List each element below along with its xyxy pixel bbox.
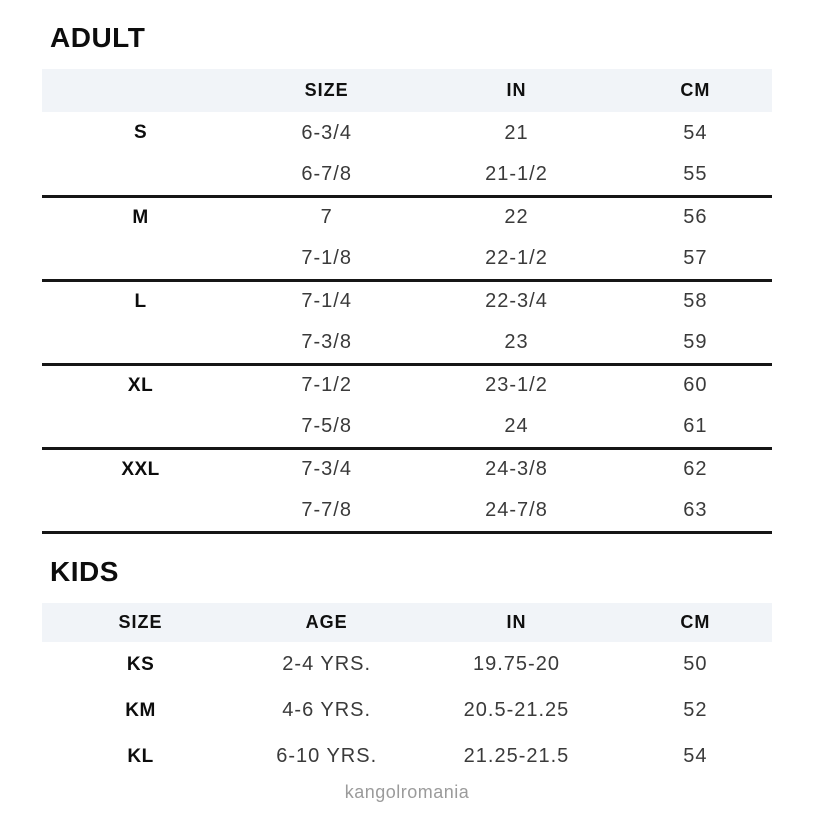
in-cell: 19.75-20 [472,653,560,675]
kids-size-label: KL [127,745,154,767]
watermark-text: kangolromania [344,781,470,802]
in-cell: 24-7/8 [414,490,618,532]
table-row [42,112,772,154]
size-group-label: M [132,206,149,228]
in-cell: 20.5-21.25 [463,699,570,721]
size-cell: 7-1/4 [301,290,352,313]
table-row [42,280,772,322]
adult-col-header-size: SIZE [304,80,349,100]
size-cell: 7-1/8 [239,238,414,280]
in-cell: 21 [504,121,529,144]
in-cell: 24 [414,406,618,448]
size-group-label: L [134,290,147,312]
size-cell: 7-5/8 [239,406,414,448]
cm-cell: 61 [619,406,772,448]
kids-col-header-size: SIZE [118,611,163,632]
cm-cell: 63 [619,490,772,532]
table-row [42,734,772,780]
adult-section-heading: ADULT [50,22,146,53]
kids-size-label: KS [126,653,155,675]
adult-col-header-cm: CM [680,80,711,100]
size-group-label-empty [42,322,239,364]
size-cell: 7-3/8 [239,322,414,364]
age-cell: 2-4 YRS. [282,653,372,675]
in-cell: 22-1/2 [414,238,618,280]
size-group-label: XXL [121,458,160,480]
adult-col-header-blank [42,69,239,112]
in-cell: 22-3/4 [485,290,548,313]
kids-col-header-in: IN [506,611,527,632]
cm-cell: 59 [619,322,772,364]
kids-table-body [42,642,772,780]
in-cell: 21.25-21.5 [463,745,570,767]
size-cell: 7-7/8 [239,490,414,532]
cm-cell: 52 [683,699,708,721]
size-group-label-empty [42,154,239,196]
size-group-label-empty [42,490,239,532]
in-cell: 21-1/2 [414,154,618,196]
adult-group-l [42,280,772,364]
table-row [42,688,772,734]
cm-cell: 56 [683,206,708,229]
adult-size-table [42,69,772,534]
cm-cell: 54 [683,121,708,144]
kids-size-label: KM [125,699,156,721]
adult-group-xl [42,364,772,448]
table-row [42,196,772,238]
cm-cell: 54 [683,745,708,767]
in-cell: 24-3/8 [485,458,548,481]
adult-group-xxl [42,448,772,532]
in-cell: 23-1/2 [485,374,548,397]
kids-col-header-age: AGE [305,611,348,632]
cm-cell: 62 [683,458,708,481]
kids-size-table [42,603,772,780]
size-cell: 7-3/4 [301,458,352,481]
kids-header-row [42,603,772,642]
cm-cell: 58 [683,290,708,313]
in-cell: 23 [414,322,618,364]
table-row [42,490,772,532]
table-row [42,448,772,490]
adult-header-row [42,69,772,112]
size-group-label: XL [127,374,154,396]
age-cell: 4-6 YRS. [282,699,372,721]
kids-col-header-cm: CM [680,611,711,632]
size-cell: 7-1/2 [301,374,352,397]
table-row [42,642,772,688]
table-row [42,154,772,196]
size-cell: 6-3/4 [301,121,352,144]
size-group-label-empty [42,406,239,448]
cm-cell: 60 [683,374,708,397]
cm-cell: 50 [683,653,708,675]
cm-cell: 55 [619,154,772,196]
size-cell: 7 [320,206,333,229]
adult-group-m [42,196,772,280]
table-row [42,364,772,406]
size-group-label: S [133,122,148,143]
table-row [42,322,772,364]
table-row [42,406,772,448]
in-cell: 22 [504,206,529,229]
adult-group-s [42,112,772,196]
cm-cell: 57 [619,238,772,280]
kids-section-heading: KIDS [50,555,119,587]
table-row [42,238,772,280]
adult-col-header-in: IN [506,80,527,100]
size-cell: 6-7/8 [239,154,414,196]
age-cell: 6-10 YRS. [276,745,378,767]
size-group-label-empty [42,238,239,280]
